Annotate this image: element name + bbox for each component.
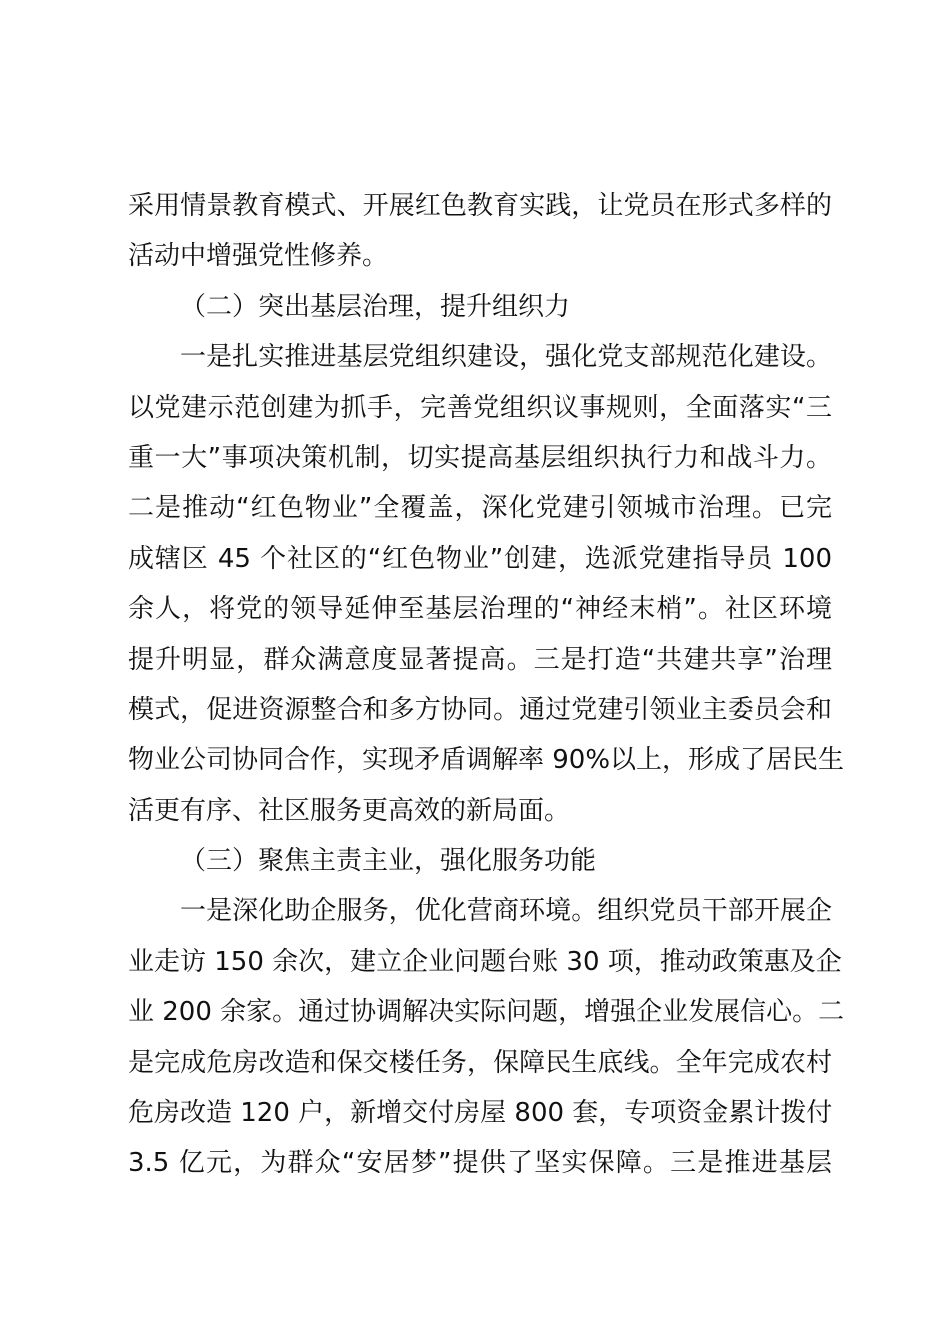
paragraph-line: 活更有序、社区服务更高效的新局面。: [128, 795, 571, 826]
paragraph-line: 余人，将党的领导延伸至基层治理的“神经末梢”。社区环境: [128, 594, 832, 625]
paragraph-line: 成辖区 45 个社区的“红色物业”创建，选派党建指导员 100: [128, 543, 832, 574]
paragraph-line: 重一大”事项决策机制，切实提高基层组织执行力和战斗力。: [128, 442, 832, 473]
paragraph-line: 二是推动“红色物业”全覆盖，深化党建引领城市治理。已完: [128, 493, 832, 524]
paragraph-line: 一是深化助企服务，优化营商环境。组织党员干部开展企: [180, 896, 832, 927]
paragraph-line: 业 200 余家。通过协调解决实际问题，增强企业发展信心。二: [128, 997, 845, 1028]
paragraph-line: 物业公司协同合作，实现矛盾调解率 90%以上，形成了居民生: [128, 745, 845, 776]
section-heading-2: （二）突出基层治理，提升组织力: [180, 291, 571, 322]
paragraph-line: 采用情景教育模式、开展红色教育实践，让党员在形式多样的: [128, 191, 832, 221]
paragraph-line: 活动中增强党性修养。: [128, 241, 389, 272]
paragraph-line: 以党建示范创建为抓手，完善党组织议事规则，全面落实“三: [128, 392, 832, 423]
paragraph-line: 业走访 150 余次，建立企业问题台账 30 项，推动政策惠及企: [128, 946, 842, 977]
paragraph-line: 危房改造 120 户，新增交付房屋 800 套，专项资金累计拨付: [128, 1098, 833, 1129]
paragraph-line: 是完成危房改造和保交楼任务，保障民生底线。全年完成农村: [128, 1047, 832, 1078]
document-body: [128, 181, 845, 1189]
paragraph-line: 一是扎实推进基层党组织建设，强化党支部规范化建设。: [180, 342, 832, 373]
paragraph-line: 模式，促进资源整合和多方协同。通过党建引领业主委员会和: [128, 694, 832, 725]
paragraph-line: 3.5 亿元，为群众“安居梦”提供了坚实保障。三是推进基层: [128, 1148, 832, 1179]
section-heading-3: （三）聚焦主责主业，强化服务功能: [180, 846, 597, 877]
paragraph-line: 提升明显，群众满意度显著提高。三是打造“共建共享”治理: [128, 644, 832, 675]
